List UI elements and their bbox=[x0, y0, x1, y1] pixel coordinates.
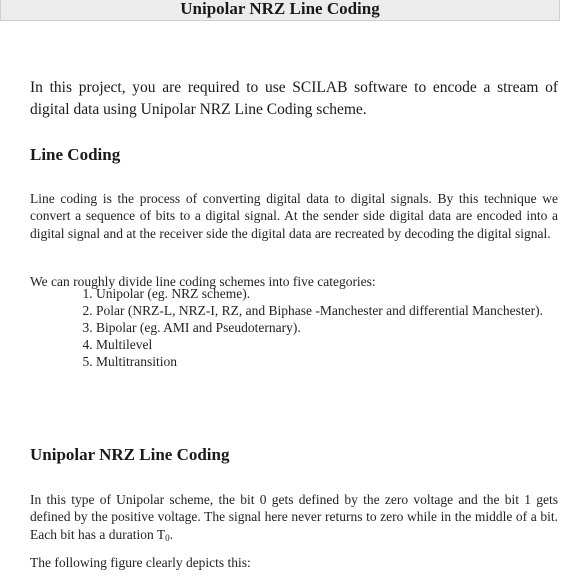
section-heading-unipolar-nrz: Unipolar NRZ Line Coding bbox=[30, 445, 230, 464]
duration-subscript: 0 bbox=[165, 532, 170, 543]
unipolar-paragraph: In this type of Unipolar scheme, the bit 0 gets defined by the zero voltage and the bit 1 gets defined by the positive voltage. The signal here never returns to zero while in the middle of a bit. Each bit has a duration $T_0$. bbox=[30, 491, 558, 543]
list-item: 5. Multitransition bbox=[96, 353, 580, 370]
section-heading-line-coding: Line Coding bbox=[30, 145, 121, 164]
intro-paragraph: In this project, you are required to use SCILAB software to encode a stream of digital data using Unipolar NRZ Line Coding scheme. bbox=[30, 78, 558, 118]
list-item: 3. Bipolar (eg. AMI and Pseudoternary). bbox=[96, 319, 580, 336]
list-item: 1. Unipolar (eg. NRZ scheme). bbox=[96, 285, 580, 302]
line-coding-paragraph: Line coding is the process of converting digital data to digital signals. By this technique we convert a sequence of bits to a digital signal. At the sender side digital data are encoded into a digital signal and at the receiver side the digital data are recreated by decoding the digital signal. bbox=[30, 190, 558, 241]
categories-intro: We can roughly divide line coding schemes into five categories: bbox=[30, 273, 376, 289]
document-title: Unipolar NRZ Line Coding bbox=[180, 0, 380, 18]
list-item: 2. Polar (NRZ-L, NRZ-I, RZ, and Biphase -Manchester and differential Manchester). bbox=[96, 302, 580, 319]
categories-list bbox=[74, 285, 580, 370]
list-item: 4. Multilevel bbox=[96, 336, 580, 353]
figure-intro: The following figure clearly depicts this: bbox=[30, 554, 251, 570]
unipolar-paragraph-text: In this type of Unipolar scheme, the bit 0 gets defined by the zero voltage and the bit 1 gets defined by the positive voltage. The signal here never returns to zero while in the middle of a bit. Each bit has a duration T bbox=[30, 491, 558, 542]
title-banner bbox=[0, 0, 560, 21]
